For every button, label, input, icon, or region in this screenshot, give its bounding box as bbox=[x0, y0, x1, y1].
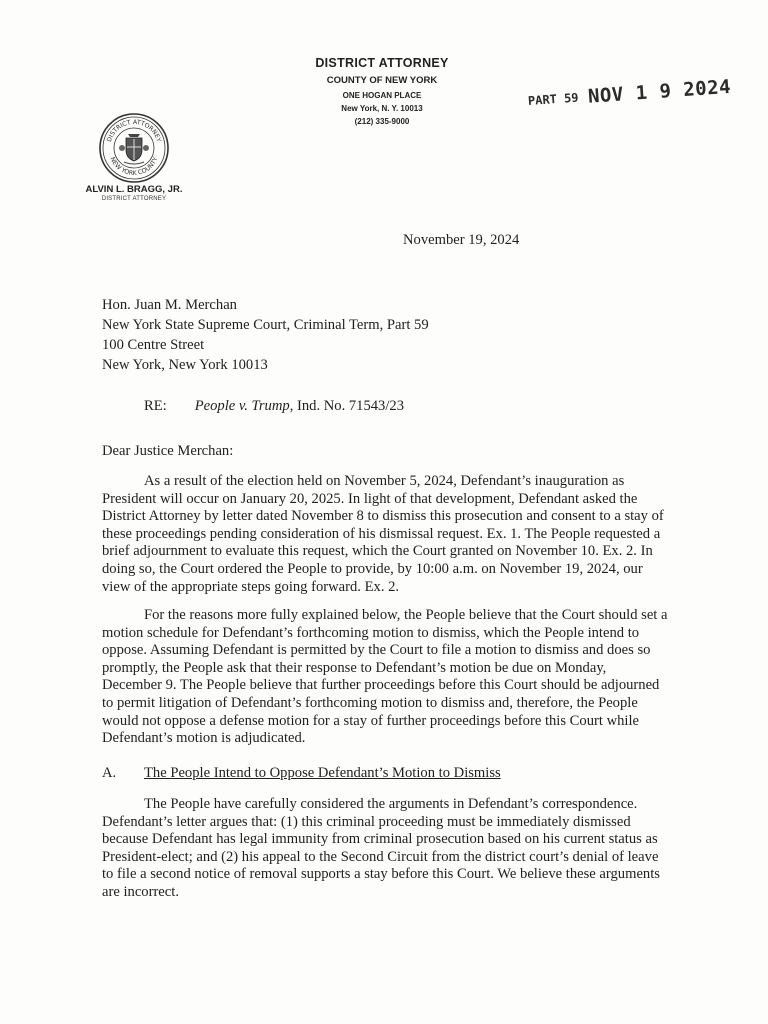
paragraph-line: December 9. The People believe that further proceedings before this Court should be adjourned bbox=[102, 677, 660, 694]
paragraph-3 bbox=[102, 796, 664, 902]
letterhead-phone: (212) 335-9000 bbox=[354, 117, 410, 126]
district-attorney-name: ALVIN L. BRAGG, JR. bbox=[85, 184, 183, 195]
paragraph-line: view of the appropriate steps going forward. Ex. 2. bbox=[102, 578, 400, 595]
paragraph-line: motion schedule for Defendant’s forthcoming motion to dismiss, which the People intend to bbox=[102, 624, 640, 641]
paragraph-line: brief adjournment to evaluate this request, which the Court granted on November 10. Ex. 2. In bbox=[102, 543, 653, 560]
re-label: RE: bbox=[144, 398, 167, 414]
seal-bottom-text: NEW YORK COUNTY bbox=[108, 156, 160, 178]
paragraph-line: District Attorney by letter dated November 8 to dismiss this prosecution and consent to a stay of bbox=[102, 508, 664, 525]
paragraph-line: would not oppose a defense motion for a stay of further proceedings before this Court while bbox=[102, 712, 639, 729]
paragraph-line: President-elect; and (2) his appeal to the Second Circuit from the district court’s denial of leave bbox=[102, 848, 659, 865]
letterhead-address-line1: ONE HOGAN PLACE bbox=[342, 91, 422, 100]
district-attorney-seal-icon bbox=[98, 112, 170, 184]
paragraph-line: doing so, the Court ordered the People to provide, by 10:00 a.m. on November 19, 2024, our bbox=[102, 560, 643, 577]
recipient-line: Hon. Juan M. Merchan bbox=[102, 297, 237, 313]
paragraph-line: Defendant’s letter argues that: (1) this criminal proceeding must be immediately dismissed bbox=[102, 813, 631, 830]
paragraph-line: For the reasons more fully explained below, the People believe that the Court should set a bbox=[144, 607, 668, 623]
paragraph-line: because Defendant has legal immunity from criminal prosecution based on his current status as bbox=[102, 831, 658, 848]
salutation: Dear Justice Merchan: bbox=[102, 443, 234, 459]
re-case-name: People v. Trump bbox=[194, 398, 290, 414]
district-attorney-title: DISTRICT ATTORNEY bbox=[101, 196, 167, 202]
received-stamp bbox=[527, 76, 732, 112]
seal-top-text: DISTRICT ATTORNEY bbox=[105, 118, 163, 143]
letterhead-office: DISTRICT ATTORNEY bbox=[315, 56, 449, 70]
letterhead-address-line2: New York, N. Y. 10013 bbox=[341, 104, 423, 113]
paragraph-line: President will occur on January 20, 2025. In light of that development, Defendant asked the bbox=[102, 490, 638, 507]
letter-date: November 19, 2024 bbox=[403, 232, 520, 248]
stamp-date: NOV 1 9 2024 bbox=[587, 75, 732, 108]
stamp-part: PART 59 bbox=[527, 90, 579, 108]
paragraph-line: these proceedings pending consideration of his dismissal request. Ex. 1. The People requested a bbox=[102, 525, 661, 542]
paragraph-2 bbox=[102, 607, 668, 748]
paragraph-line: to file a second notice of removal supports a stay before this Court. We believe these arguments bbox=[102, 866, 660, 883]
paragraph-line: promptly, the People ask that their response to Defendant’s motion be due on Monday, bbox=[102, 659, 607, 676]
recipient-line: 100 Centre Street bbox=[102, 337, 205, 353]
letterhead-county: COUNTY OF NEW YORK bbox=[326, 75, 438, 86]
recipient-line: New York, New York 10013 bbox=[102, 357, 268, 373]
recipient-address bbox=[102, 295, 429, 375]
section-letter: A. bbox=[102, 765, 117, 781]
re-case-number: , Ind. No. 71543/23 bbox=[289, 398, 405, 414]
paragraph-line: are incorrect. bbox=[102, 883, 179, 900]
paragraph-line: to permit litigation of Defendant’s forthcoming motion to dismiss and, therefore, the People bbox=[102, 694, 638, 711]
paragraph-1 bbox=[102, 473, 664, 596]
paragraph-line: Defendant’s motion is adjudicated. bbox=[102, 730, 306, 747]
re-line bbox=[144, 398, 404, 415]
paragraph-line: oppose. Assuming Defendant is permitted by the Court to file a motion to dismiss and does so bbox=[102, 642, 651, 659]
recipient-line: New York State Supreme Court, Criminal Term, Part 59 bbox=[102, 317, 429, 333]
paragraph-line: The People have carefully considered the arguments in Defendant’s correspondence. bbox=[144, 796, 638, 812]
section-heading bbox=[102, 765, 501, 782]
section-heading-text: The People Intend to Oppose Defendant’s Motion to Dismiss bbox=[144, 765, 501, 781]
paragraph-line: As a result of the election held on November 5, 2024, Defendant’s inauguration as bbox=[144, 473, 625, 489]
